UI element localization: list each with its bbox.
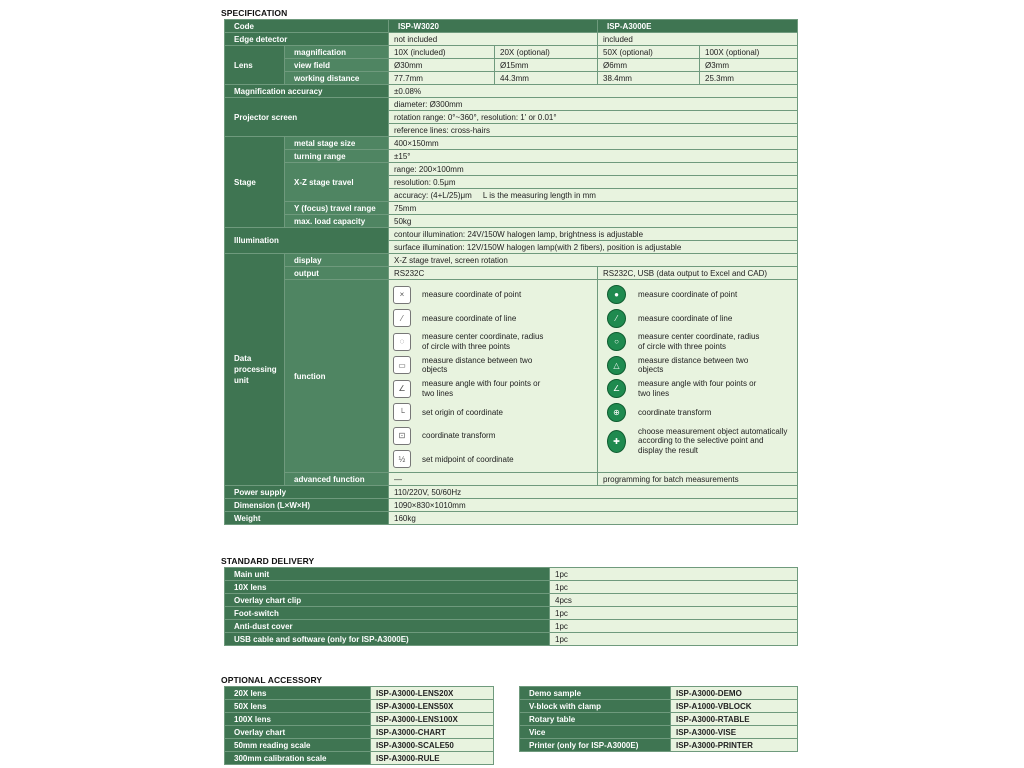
table-row: Anti-dust cover 1pc <box>225 620 798 633</box>
wd-cell: 77.7mm <box>389 72 495 85</box>
edge-w: not included <box>389 33 598 46</box>
circle-box-icon: ◌ <box>393 333 411 351</box>
projector-line: rotation range: 0°~360°, resolution: 1' or 0.01° <box>389 111 798 124</box>
table-row: 300mm calibration scale ISP-A3000-RULE <box>225 752 494 765</box>
list-item: ⊕ coordinate transform <box>607 401 797 425</box>
function-label: function <box>285 280 389 473</box>
angle-green-icon: ∠ <box>607 379 626 398</box>
spec-table <box>224 19 798 525</box>
vf-cell: Ø15mm <box>495 59 598 72</box>
table-row: 100X lens ISP-A3000-LENS100X <box>225 713 494 726</box>
midpoint-box-icon: ½ <box>393 450 411 468</box>
table-row: V-block with clamp ISP-A1000-VBLOCK <box>520 700 798 713</box>
output-label: output <box>285 267 389 280</box>
vf-cell: Ø3mm <box>700 59 798 72</box>
output-a: RS232C, USB (data output to Excel and CAD) <box>598 267 798 280</box>
table-row: Overlay chart ISP-A3000-CHART <box>225 726 494 739</box>
xz-line: accuracy: (4+L/25)μm L is the measuring length in mm <box>389 189 798 202</box>
power-label: Power supply <box>225 486 389 499</box>
w-function-list <box>389 280 598 473</box>
list-item: ◌ measure center coordinate, radius of circle with three points <box>393 330 597 354</box>
accessory-heading: OPTIONAL ACCESSORY <box>221 675 323 685</box>
list-item: ✚ choose measurement object automatically according to the selective point and display the result <box>607 424 797 458</box>
projector-label: Projector screen <box>225 98 389 137</box>
dimension-label: Dimension (L×W×H) <box>225 499 389 512</box>
table-row: Rotary table ISP-A3000-RTABLE <box>520 713 798 726</box>
a-function-list <box>598 280 798 473</box>
xz-label: X-Z stage travel <box>285 163 389 202</box>
table-row: 20X lens ISP-A3000-LENS20X <box>225 687 494 700</box>
list-item: ⁄ measure coordinate of line <box>607 307 797 331</box>
load-value: 50kg <box>389 215 798 228</box>
mag-label: magnification <box>285 46 389 59</box>
adv-label: advanced function <box>285 473 389 486</box>
table-row: 10X lens 1pc <box>225 581 798 594</box>
illum-line: contour illumination: 24V/150W halogen lamp, brightness is adjustable <box>389 228 798 241</box>
y-label: Y (focus) travel range <box>285 202 389 215</box>
dimension-value: 1090×830×1010mm <box>389 499 798 512</box>
transform-green-icon: ⊕ <box>607 403 626 422</box>
table-row: 50X lens ISP-A3000-LENS50X <box>225 700 494 713</box>
xz-line: range: 200×100mm <box>389 163 798 176</box>
display-label: display <box>285 254 389 267</box>
mag-cell: 100X (optional) <box>700 46 798 59</box>
list-item: ⊡ coordinate transform <box>393 424 597 448</box>
list-item: ▭ measure distance between two objects <box>393 354 597 378</box>
point-green-icon: ● <box>607 285 626 304</box>
mag-cell: 20X (optional) <box>495 46 598 59</box>
code-label: Code <box>225 20 389 33</box>
distance-green-icon: △ <box>607 356 626 375</box>
table-row: Main unit 1pc <box>225 568 798 581</box>
display-value: X-Z stage travel, screen rotation <box>389 254 798 267</box>
distance-box-icon: ▭ <box>393 356 411 374</box>
table-row: Overlay chart clip 4pcs <box>225 594 798 607</box>
table-row: Foot-switch 1pc <box>225 607 798 620</box>
turn-label: turning range <box>285 150 389 163</box>
vf-label: view field <box>285 59 389 72</box>
auto-green-icon: ✚ <box>607 430 626 453</box>
metal-label: metal stage size <box>285 137 389 150</box>
list-item: ∠ measure angle with four points or two lines <box>607 377 797 401</box>
edge-a: included <box>598 33 798 46</box>
delivery-table <box>224 567 798 646</box>
lens-label: Lens <box>225 46 285 85</box>
point-box-icon: × <box>393 286 411 304</box>
power-value: 110/220V, 50/60Hz <box>389 486 798 499</box>
accessory-table-left <box>224 686 494 765</box>
angle-box-icon: ∠ <box>393 380 411 398</box>
delivery-heading: STANDARD DELIVERY <box>221 556 315 566</box>
circle-green-icon: ○ <box>607 332 626 351</box>
weight-value: 160kg <box>389 512 798 525</box>
list-item: ○ measure center coordinate, radius of circle with three points <box>607 330 797 354</box>
code-row <box>225 20 798 33</box>
table-row: Vice ISP-A3000-VISE <box>520 726 798 739</box>
code-a: ISP-A3000E <box>598 20 798 33</box>
accessory-table-right <box>519 686 798 752</box>
origin-box-icon: └ <box>393 403 411 421</box>
load-label: max. load capacity <box>285 215 389 228</box>
list-item: ⁄ measure coordinate of line <box>393 307 597 331</box>
output-w: RS232C <box>389 267 598 280</box>
adv-w: — <box>389 473 598 486</box>
table-row: Printer (only for ISP-A3000E) ISP-A3000-PRINTER <box>520 739 798 752</box>
wd-cell: 38.4mm <box>598 72 700 85</box>
illum-label: Illumination <box>225 228 389 254</box>
list-item: × measure coordinate of point <box>393 283 597 307</box>
table-row: Demo sample ISP-A3000-DEMO <box>520 687 798 700</box>
list-item: ● measure coordinate of point <box>607 283 797 307</box>
list-item: └ set origin of coordinate <box>393 401 597 425</box>
weight-label: Weight <box>225 512 389 525</box>
mag-cell: 50X (optional) <box>598 46 700 59</box>
line-green-icon: ⁄ <box>607 309 626 328</box>
list-item: ∠ measure angle with four points or two lines <box>393 377 597 401</box>
xz-line: resolution: 0.5μm <box>389 176 798 189</box>
edge-label: Edge detector <box>225 33 389 46</box>
wd-label: working distance <box>285 72 389 85</box>
dpu-label: Data processing unit <box>225 254 285 486</box>
line-box-icon: ⁄ <box>393 309 411 327</box>
vf-cell: Ø30mm <box>389 59 495 72</box>
mag-cell: 10X (included) <box>389 46 495 59</box>
projector-line: reference lines: cross-hairs <box>389 124 798 137</box>
y-value: 75mm <box>389 202 798 215</box>
list-item: ½ set midpoint of coordinate <box>393 448 597 472</box>
mag-acc-label: Magnification accuracy <box>225 85 389 98</box>
spec-heading: SPECIFICATION <box>221 8 288 18</box>
mag-acc-value: ±0.08% <box>389 85 798 98</box>
code-w: ISP-W3020 <box>389 20 598 33</box>
wd-cell: 44.3mm <box>495 72 598 85</box>
transform-box-icon: ⊡ <box>393 427 411 445</box>
stage-label: Stage <box>225 137 285 228</box>
list-item: △ measure distance between two objects <box>607 354 797 378</box>
turn-value: ±15° <box>389 150 798 163</box>
table-row: 50mm reading scale ISP-A3000-SCALE50 <box>225 739 494 752</box>
vf-cell: Ø6mm <box>598 59 700 72</box>
table-row: USB cable and software (only for ISP-A3000E) 1pc <box>225 633 798 646</box>
wd-cell: 25.3mm <box>700 72 798 85</box>
illum-line: surface illumination: 12V/150W halogen lamp(with 2 fibers), position is adjustable <box>389 241 798 254</box>
metal-value: 400×150mm <box>389 137 798 150</box>
projector-line: diameter: Ø300mm <box>389 98 798 111</box>
adv-a: programming for batch measurements <box>598 473 798 486</box>
edge-row <box>225 33 798 46</box>
